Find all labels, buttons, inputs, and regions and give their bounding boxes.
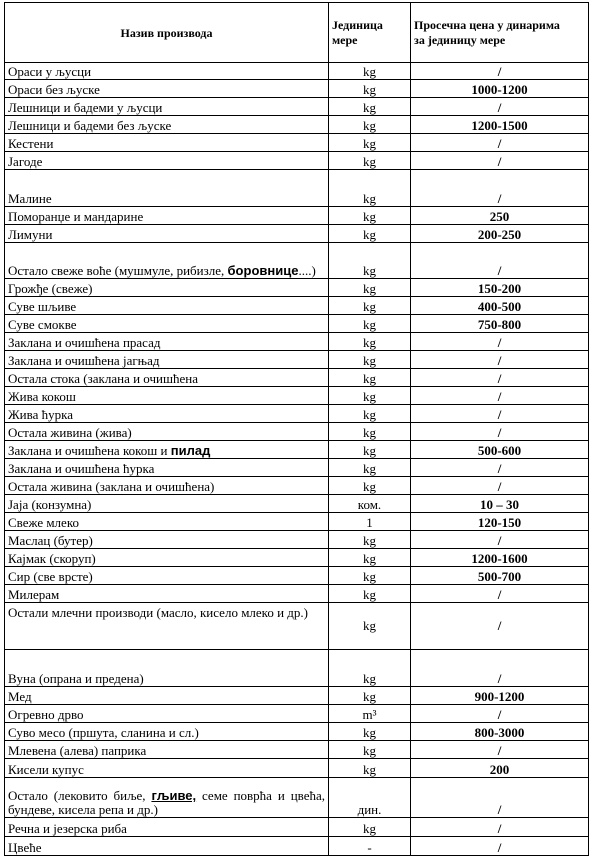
unit-cell: kg [329, 98, 411, 116]
price-cell: 200-250 [411, 225, 589, 243]
unit-cell: kg [329, 405, 411, 423]
table-row [5, 459, 589, 477]
header-price-line1: Просечна цена у динарима [414, 17, 560, 32]
table-row [5, 441, 589, 459]
table-row [5, 243, 589, 279]
product-name: Млевена (алева) паприка [5, 741, 329, 759]
price-cell: / [411, 170, 589, 207]
product-name: Милерам [5, 585, 329, 603]
unit-cell: kg [329, 351, 411, 369]
unit-cell: kg [329, 423, 411, 441]
table-row [5, 225, 589, 243]
product-name: Сир (све врсте) [5, 567, 329, 585]
product-name: Грожђе (свеже) [5, 279, 329, 297]
table-row [5, 134, 589, 152]
product-name: Суве шљиве [5, 297, 329, 315]
table-row [5, 603, 589, 650]
table-row [5, 423, 589, 441]
price-cell: 1200-1500 [411, 116, 589, 134]
unit-cell: kg [329, 818, 411, 837]
unit-cell: дин. [329, 778, 411, 818]
table-row [5, 741, 589, 759]
product-name: Остала живина (заклана и очишћена) [5, 477, 329, 495]
table-row [5, 531, 589, 549]
price-cell: / [411, 741, 589, 759]
product-name: Маслац (бутер) [5, 531, 329, 549]
price-cell: / [411, 387, 589, 405]
table-row [5, 818, 589, 837]
table-row [5, 297, 589, 315]
product-name: Мед [5, 687, 329, 705]
header-unit [329, 3, 411, 63]
unit-cell: kg [329, 585, 411, 603]
table-row [5, 513, 589, 531]
table-header-row [5, 3, 589, 63]
product-name: Суве смокве [5, 315, 329, 333]
header-product-name: Назив производа [5, 3, 329, 63]
table-row [5, 778, 589, 818]
table-row [5, 650, 589, 687]
table-row [5, 333, 589, 351]
unit-cell: kg [329, 207, 411, 225]
unit-cell: kg [329, 80, 411, 98]
product-name: Свеже млеко [5, 513, 329, 531]
price-cell: / [411, 369, 589, 387]
unit-cell: 1 [329, 513, 411, 531]
price-cell: 500-700 [411, 567, 589, 585]
product-name: Заклана и очишћена прасад [5, 333, 329, 351]
unit-cell: kg [329, 567, 411, 585]
product-name: Лимуни [5, 225, 329, 243]
unit-cell: kg [329, 477, 411, 495]
unit-cell: kg [329, 387, 411, 405]
table-row [5, 705, 589, 723]
price-cell: / [411, 351, 589, 369]
unit-cell: kg [329, 441, 411, 459]
product-name-emphasis: гљиве, [151, 788, 197, 803]
price-cell: 500-600 [411, 441, 589, 459]
table-row [5, 495, 589, 513]
table-row [5, 585, 589, 603]
table-row [5, 549, 589, 567]
product-name: Речна и језерска риба [5, 818, 329, 837]
product-name: Поморанџе и мандарине [5, 207, 329, 225]
product-name: Остала живина (жива) [5, 423, 329, 441]
unit-cell: kg [329, 369, 411, 387]
product-name-part: ....) [298, 263, 316, 278]
table-row [5, 387, 589, 405]
price-cell: 750-800 [411, 315, 589, 333]
product-name [5, 243, 329, 279]
table-row [5, 351, 589, 369]
unit-cell: kg [329, 134, 411, 152]
table-row [5, 759, 589, 778]
product-name: Цвеће [5, 837, 329, 856]
table-row [5, 567, 589, 585]
unit-cell: - [329, 837, 411, 856]
product-name: Лешници и бадеми без љуске [5, 116, 329, 134]
unit-cell: kg [329, 170, 411, 207]
price-cell: / [411, 152, 589, 170]
unit-cell: kg [329, 315, 411, 333]
product-name-part: семе поврћа и цвећа, бундеве, кисела репа и др.) [8, 788, 325, 817]
table-row [5, 98, 589, 116]
unit-cell: kg [329, 297, 411, 315]
price-cell: 1200-1600 [411, 549, 589, 567]
header-unit-line1: Јединица [332, 17, 383, 32]
table-row [5, 80, 589, 98]
unit-cell: kg [329, 650, 411, 687]
price-cell: / [411, 423, 589, 441]
price-cell: / [411, 603, 589, 650]
price-cell: 150-200 [411, 279, 589, 297]
price-cell: / [411, 531, 589, 549]
product-name: Јаја (конзумна) [5, 495, 329, 513]
price-cell: / [411, 778, 589, 818]
price-cell: / [411, 650, 589, 687]
unit-cell: m³ [329, 705, 411, 723]
price-cell: / [411, 818, 589, 837]
table-row [5, 63, 589, 80]
product-name: Кисели купус [5, 759, 329, 778]
table-row [5, 477, 589, 495]
unit-cell: kg [329, 723, 411, 741]
product-name [5, 441, 329, 459]
table-row [5, 837, 589, 856]
price-cell: 900-1200 [411, 687, 589, 705]
price-cell: / [411, 98, 589, 116]
table-row [5, 152, 589, 170]
product-name: Суво месо (пршута, сланина и сл.) [5, 723, 329, 741]
price-cell: 250 [411, 207, 589, 225]
unit-cell: kg [329, 531, 411, 549]
product-name-emphasis: боровнице [227, 263, 299, 278]
product-name: Остали млечни производи (масло, кисело млеко и др.) [5, 603, 329, 650]
price-cell: 1000-1200 [411, 80, 589, 98]
header-unit-line2: мере [332, 32, 358, 47]
unit-cell: kg [329, 603, 411, 650]
table-row [5, 116, 589, 134]
price-cell: / [411, 459, 589, 477]
product-name: Жива ћурка [5, 405, 329, 423]
product-name: Ораси без љуске [5, 80, 329, 98]
price-cell: 200 [411, 759, 589, 778]
price-cell: / [411, 243, 589, 279]
product-name: Кајмак (скоруп) [5, 549, 329, 567]
unit-cell: ком. [329, 495, 411, 513]
price-cell: / [411, 477, 589, 495]
table-row [5, 723, 589, 741]
table-row [5, 207, 589, 225]
unit-cell: kg [329, 243, 411, 279]
unit-cell: kg [329, 759, 411, 778]
price-cell: / [411, 405, 589, 423]
price-table [4, 2, 589, 856]
price-cell: 120-150 [411, 513, 589, 531]
unit-cell: kg [329, 152, 411, 170]
product-name-emphasis: пилад [170, 443, 211, 458]
unit-cell: kg [329, 63, 411, 80]
price-cell: / [411, 585, 589, 603]
unit-cell: kg [329, 549, 411, 567]
price-cell: / [411, 705, 589, 723]
header-price-line2: за јединицу мере [414, 32, 506, 47]
table-row [5, 687, 589, 705]
product-name: Ораси у љусци [5, 63, 329, 80]
product-name-part: Остало свеже воће (мушмуле, рибизле, [8, 263, 225, 278]
product-name: Лешници и бадеми у љусци [5, 98, 329, 116]
table-row [5, 369, 589, 387]
unit-cell: kg [329, 459, 411, 477]
product-name: Заклана и очишћена ћурка [5, 459, 329, 477]
unit-cell: kg [329, 333, 411, 351]
table-row [5, 315, 589, 333]
price-cell: / [411, 333, 589, 351]
price-cell: / [411, 134, 589, 152]
product-name-part: Заклана и очишћена кокош и [8, 443, 171, 458]
product-name: Јагоде [5, 152, 329, 170]
unit-cell: kg [329, 116, 411, 134]
price-cell: 10 – 30 [411, 495, 589, 513]
header-price [411, 3, 589, 63]
unit-cell: kg [329, 687, 411, 705]
table-row [5, 405, 589, 423]
unit-cell: kg [329, 225, 411, 243]
unit-cell: kg [329, 279, 411, 297]
unit-cell: kg [329, 741, 411, 759]
table-row [5, 279, 589, 297]
price-cell: 800-3000 [411, 723, 589, 741]
product-name: Огревно дрво [5, 705, 329, 723]
product-name: Вуна (опрана и предена) [5, 650, 329, 687]
price-cell: 400-500 [411, 297, 589, 315]
product-name: Кестени [5, 134, 329, 152]
table-row [5, 170, 589, 207]
product-name: Остала стока (заклана и очишћена [5, 369, 329, 387]
product-name-part: Остало (лековито биље, [8, 788, 152, 803]
product-name: Заклана и очишћена јагњад [5, 351, 329, 369]
price-cell: / [411, 63, 589, 80]
product-name: Жива кокош [5, 387, 329, 405]
product-name: Малине [5, 170, 329, 207]
product-name [5, 778, 329, 818]
price-cell: / [411, 837, 589, 856]
